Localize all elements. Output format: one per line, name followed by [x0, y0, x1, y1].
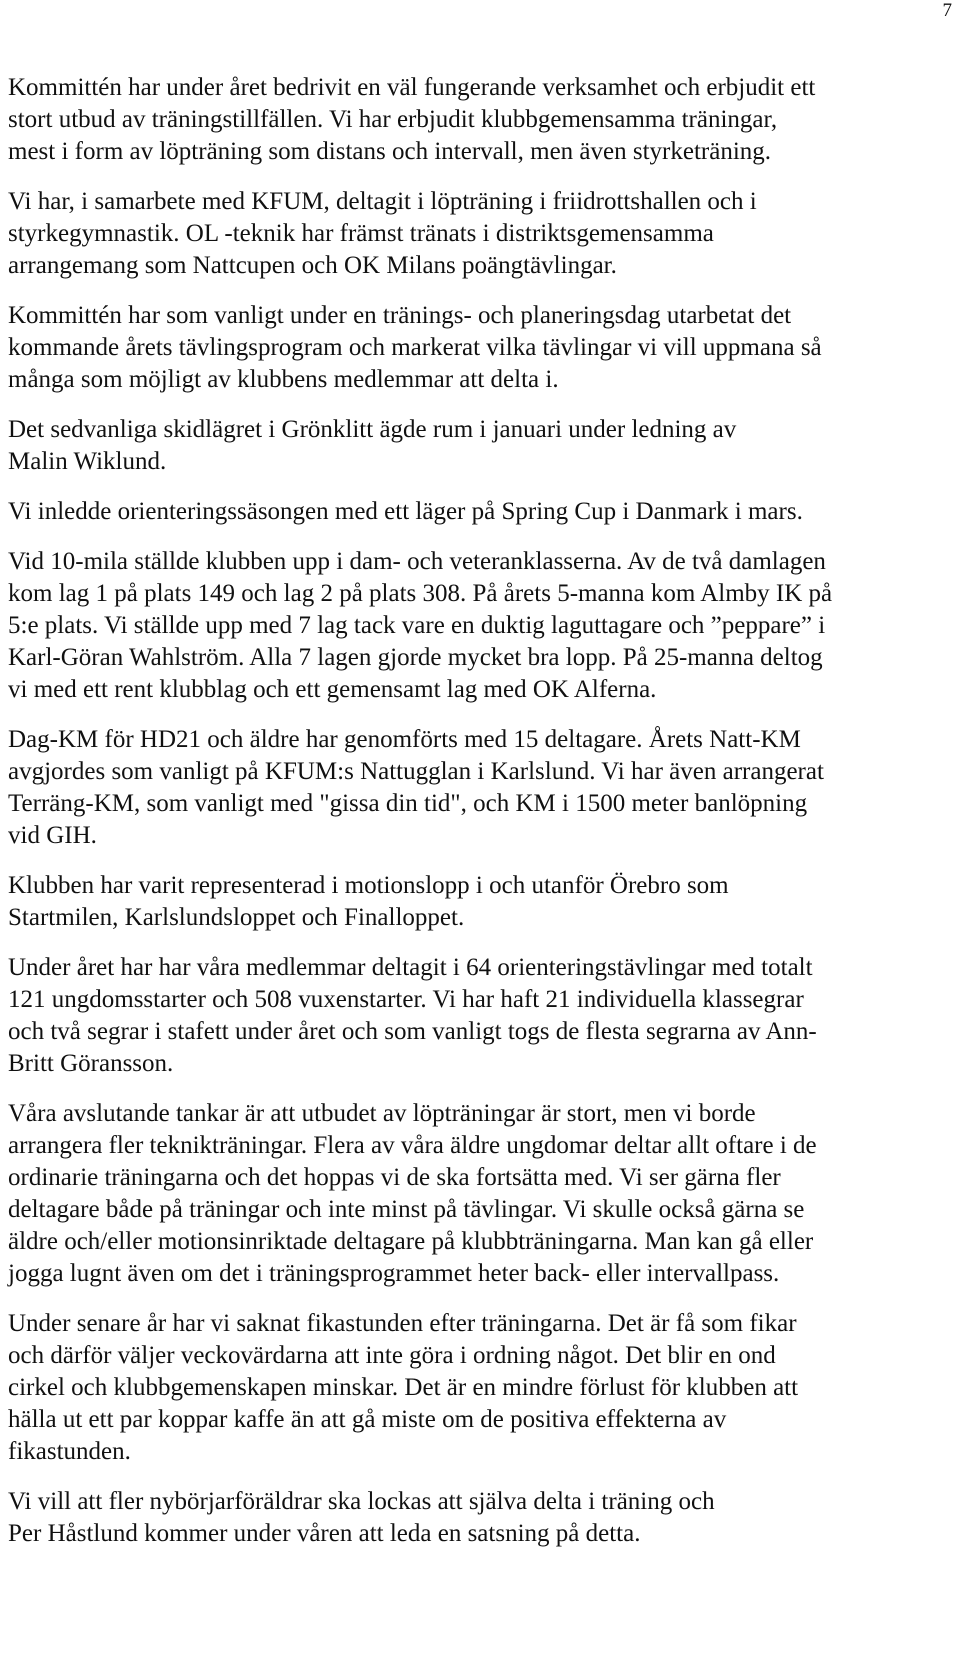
text-line: vi med ett rent klubblag och ett gemensamt lag med OK Alferna. — [8, 676, 657, 703]
paragraph — [8, 496, 918, 528]
text-line: Startmilen, Karlslundsloppet och Finalloppet. — [8, 904, 465, 931]
text-line: och därför väljer veckovärdarna att inte göra i ordning något. Det blir en ond — [8, 1342, 776, 1369]
text-line: äldre och/eller motionsinriktade deltagare på klubbträningarna. Man kan gå eller — [8, 1228, 814, 1255]
document-body — [8, 72, 918, 1568]
paragraph — [8, 1098, 918, 1290]
text-line: kom lag 1 på plats 149 och lag 2 på plats 308. På årets 5-manna kom Almby IK på — [8, 580, 833, 607]
text-line: Kommittén har under året bedrivit en väl fungerande verksamhet och erbjudit ett — [8, 74, 816, 101]
text-line: Vi vill att fler nybörjarföräldrar ska lockas att själva delta i träning och — [8, 1488, 715, 1515]
paragraph — [8, 300, 918, 396]
text-line: fikastunden. — [8, 1438, 131, 1465]
paragraph — [8, 952, 918, 1080]
text-line: 121 ungdomsstarter och 508 vuxenstarter. Vi har haft 21 individuella klassegrar — [8, 986, 804, 1013]
text-line: Malin Wiklund. — [8, 448, 167, 475]
text-line: 5:e plats. Vi ställde upp med 7 lag tack vare en duktig laguttagare och ”peppare” i — [8, 612, 826, 639]
text-line: kommande årets tävlingsprogram och markerat vilka tävlingar vi vill uppmana så — [8, 334, 822, 361]
paragraph — [8, 724, 918, 852]
paragraph — [8, 186, 918, 282]
text-line: stort utbud av träningstillfällen. Vi har erbjudit klubbgemensamma träningar, — [8, 106, 778, 133]
text-line: och två segrar i stafett under året och som vanligt togs de flesta segrarna av Ann- — [8, 1018, 817, 1045]
text-line: cirkel och klubbgemenskapen minskar. Det är en mindre förlust för klubben att — [8, 1374, 799, 1401]
paragraph — [8, 546, 918, 706]
text-line: arrangera fler teknikträningar. Flera av våra äldre ungdomar deltar allt oftare i de — [8, 1132, 817, 1159]
text-line: avgjordes som vanligt på KFUM:s Nattugglan i Karlslund. Vi har även arrangerat — [8, 758, 824, 785]
page-number: 7 — [942, 0, 952, 21]
text-line: deltagare både på träningar och inte minst på tävlingar. Vi skulle också gärna se — [8, 1196, 805, 1223]
text-line: ordinarie träningarna och det hoppas vi de ska fortsätta med. Vi ser gärna fler — [8, 1164, 781, 1191]
paragraph — [8, 870, 918, 934]
text-line: Under senare år har vi saknat fikastunden efter träningarna. Det är få som fikar — [8, 1310, 797, 1337]
text-line: Per Håstlund kommer under våren att leda en satsning på detta. — [8, 1520, 641, 1547]
paragraph — [8, 72, 918, 168]
text-line: Det sedvanliga skidlägret i Grönklitt ägde rum i januari under ledning av — [8, 416, 737, 443]
text-line: Våra avslutande tankar är att utbudet av löpträningar är stort, men vi borde — [8, 1100, 756, 1127]
text-line: Dag-KM för HD21 och äldre har genomförts med 15 deltagare. Årets Natt-KM — [8, 726, 801, 753]
text-line: Vi inledde orienteringssäsongen med ett läger på Spring Cup i Danmark i mars. — [8, 498, 803, 525]
text-line: mest i form av löpträning som distans och intervall, men även styrketräning. — [8, 138, 772, 165]
text-line: Terräng-KM, som vanligt med "gissa din tid", och KM i 1500 meter banlöpning — [8, 790, 808, 817]
text-line: Karl-Göran Wahlström. Alla 7 lagen gjorde mycket bra lopp. På 25-manna deltog — [8, 644, 823, 671]
text-line: Under året har har våra medlemmar deltagit i 64 orienteringstävlingar med totalt — [8, 954, 813, 981]
text-line: vid GIH. — [8, 822, 97, 849]
text-line: många som möjligt av klubbens medlemmar att delta i. — [8, 366, 559, 393]
text-line: Klubben har varit representerad i motionslopp i och utanför Örebro som — [8, 872, 729, 899]
paragraph — [8, 414, 918, 478]
text-line: hälla ut ett par koppar kaffe än att gå miste om de positiva effekterna av — [8, 1406, 727, 1433]
paragraph — [8, 1486, 918, 1550]
paragraph — [8, 1308, 918, 1468]
text-line: Vid 10-mila ställde klubben upp i dam- och veteranklasserna. Av de två damlagen — [8, 548, 826, 575]
text-line: Britt Göransson. — [8, 1050, 174, 1077]
text-line: jogga lugnt även om det i träningsprogrammet heter back- eller intervallpass. — [8, 1260, 780, 1287]
text-line: styrkegymnastik. OL -teknik har främst tränats i distriktsgemensamma — [8, 220, 714, 247]
text-line: arrangemang som Nattcupen och OK Milans poängtävlingar. — [8, 252, 617, 279]
text-line: Vi har, i samarbete med KFUM, deltagit i löpträning i friidrottshallen och i — [8, 188, 757, 215]
text-line: Kommittén har som vanligt under en tränings- och planeringsdag utarbetat det — [8, 302, 792, 329]
